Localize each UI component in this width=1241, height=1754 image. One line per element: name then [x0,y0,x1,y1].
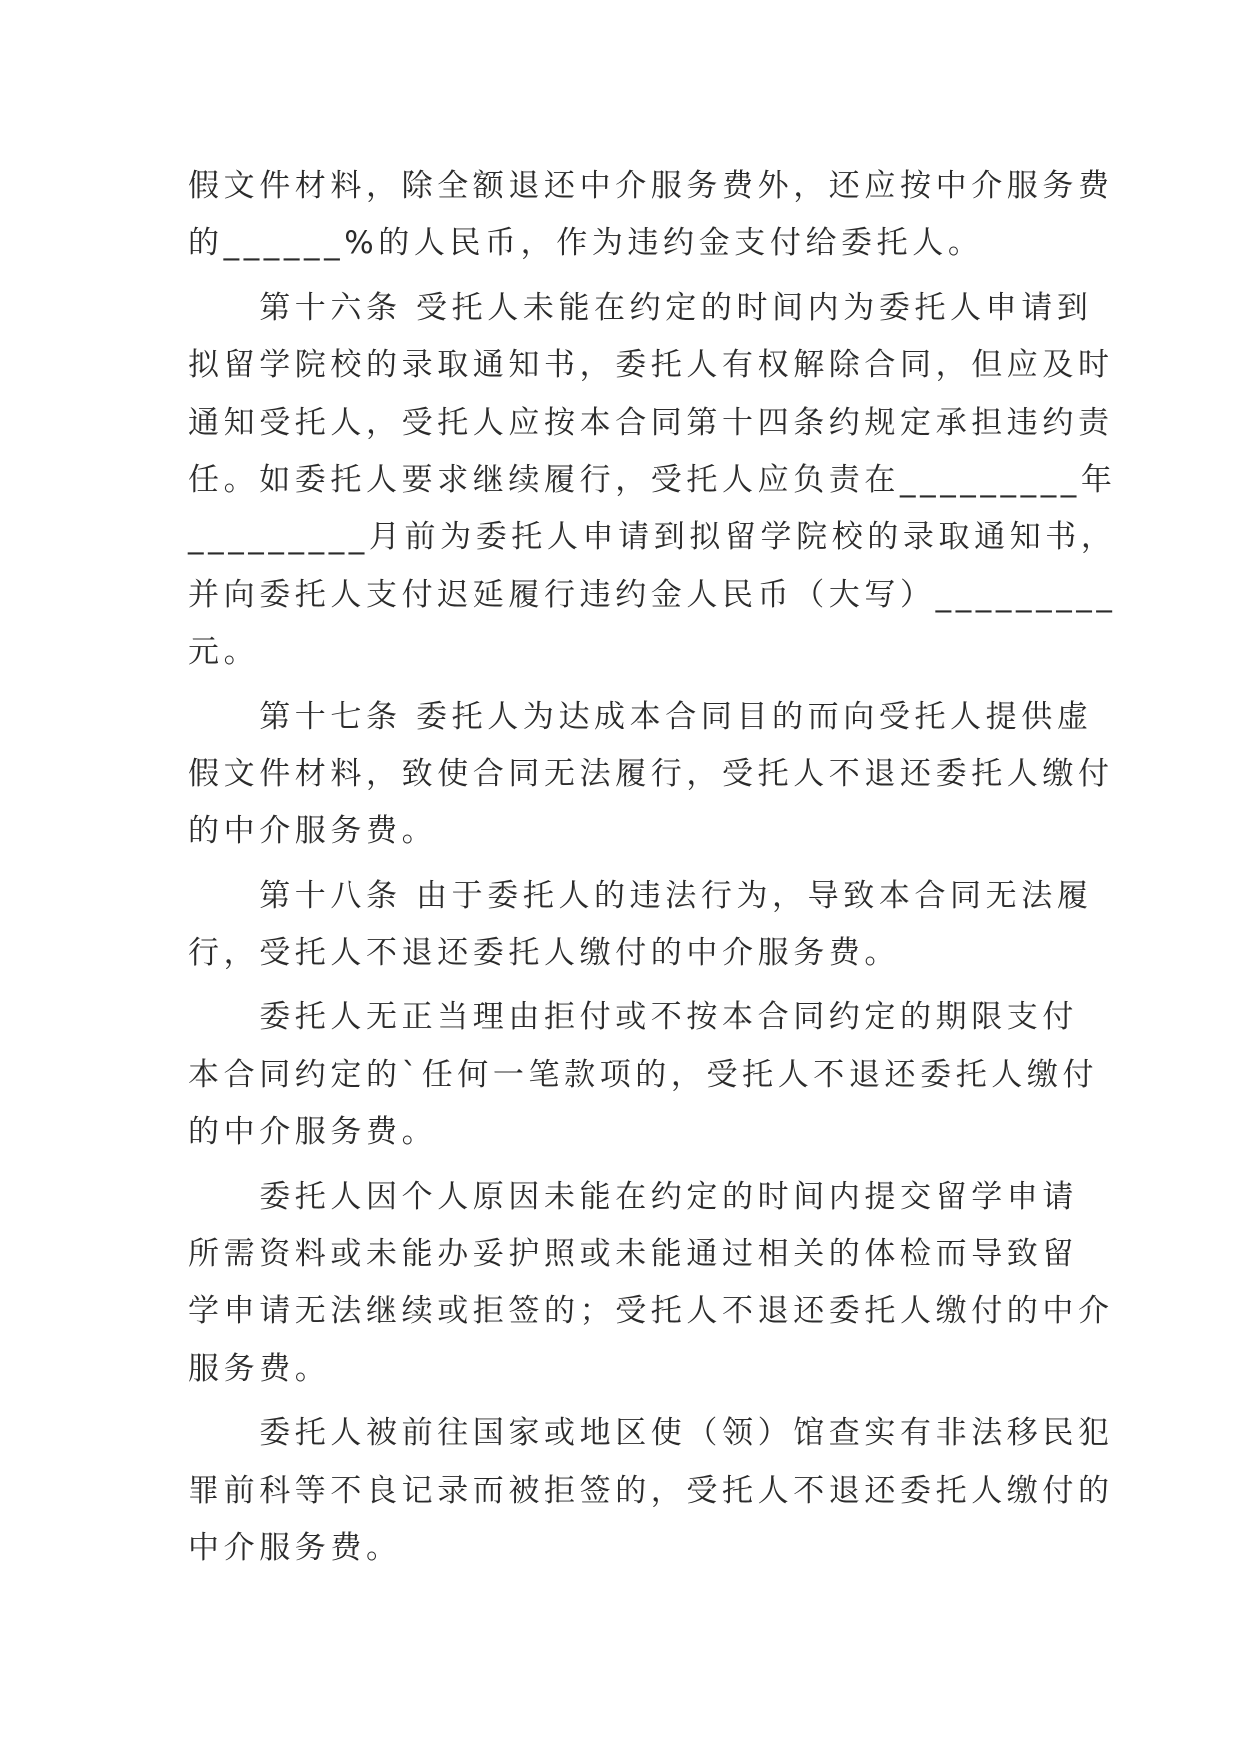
text-line: 的中介服务费。 [188,813,438,850]
text-line: 委托人被前往国家或地区使（领）馆查实有非法移民犯 [188,1415,1114,1452]
text-line: 所需资料或未能办妥护照或未能通过相关的体检而导致留 [188,1236,1078,1273]
text-line: 假文件材料，致使合同无法履行，受托人不退还委托人缴付 [188,755,1114,792]
text-line: 本合同约定的`任何一笔款项的，受托人不退还委托人缴付 [188,1056,1099,1093]
text-line: 第十七条 委托人为达成本合同目的而向受托人提供虚 [188,698,1093,735]
text-line: _________月前为委托人申请到拟留学院校的录取通知书， [188,519,1117,556]
text-line: 第十八条 由于委托人的违法行为，导致本合同无法履 [188,877,1093,914]
text-line: 元。 [188,634,260,671]
text-line: 假文件材料，除全额退还中介服务费外，还应按中介服务费 [188,168,1114,204]
text-line: 的中介服务费。 [188,1114,438,1151]
text-line: 学申请无法继续或拒签的；受托人不退还委托人缴付的中介 [188,1293,1114,1330]
text-line: 罪前科等不良记录而被拒签的，受托人不退还委托人缴付的 [188,1472,1114,1509]
text-line: 中介服务费。 [188,1529,402,1566]
contract-body-text [188,158,1117,1577]
text-line: 通知受托人，受托人应按本合同第十四条约规定承担违约责 [188,404,1114,441]
text-line: 任。如委托人要求继续履行，受托人应负责在_________年 [188,461,1117,498]
text-line: 并向委托人支付迟延履行违约金人民币（大写）_________ [188,576,1117,613]
text-line: 行，受托人不退还委托人缴付的中介服务费。 [188,935,900,972]
text-line: 委托人因个人原因未能在约定的时间内提交留学申请 [188,1178,1078,1215]
text-line: 拟留学院校的录取通知书，委托人有权解除合同，但应及时 [188,347,1114,384]
text-line: 委托人无正当理由拒付或不按本合同约定的期限支付 [188,999,1078,1036]
text-line: 服务费。 [188,1350,331,1387]
text-line: 第十六条 受托人未能在约定的时间内为委托人申请到 [188,289,1093,326]
text-line: 的______%的人民币，作为违约金支付给委托人。 [188,225,984,262]
